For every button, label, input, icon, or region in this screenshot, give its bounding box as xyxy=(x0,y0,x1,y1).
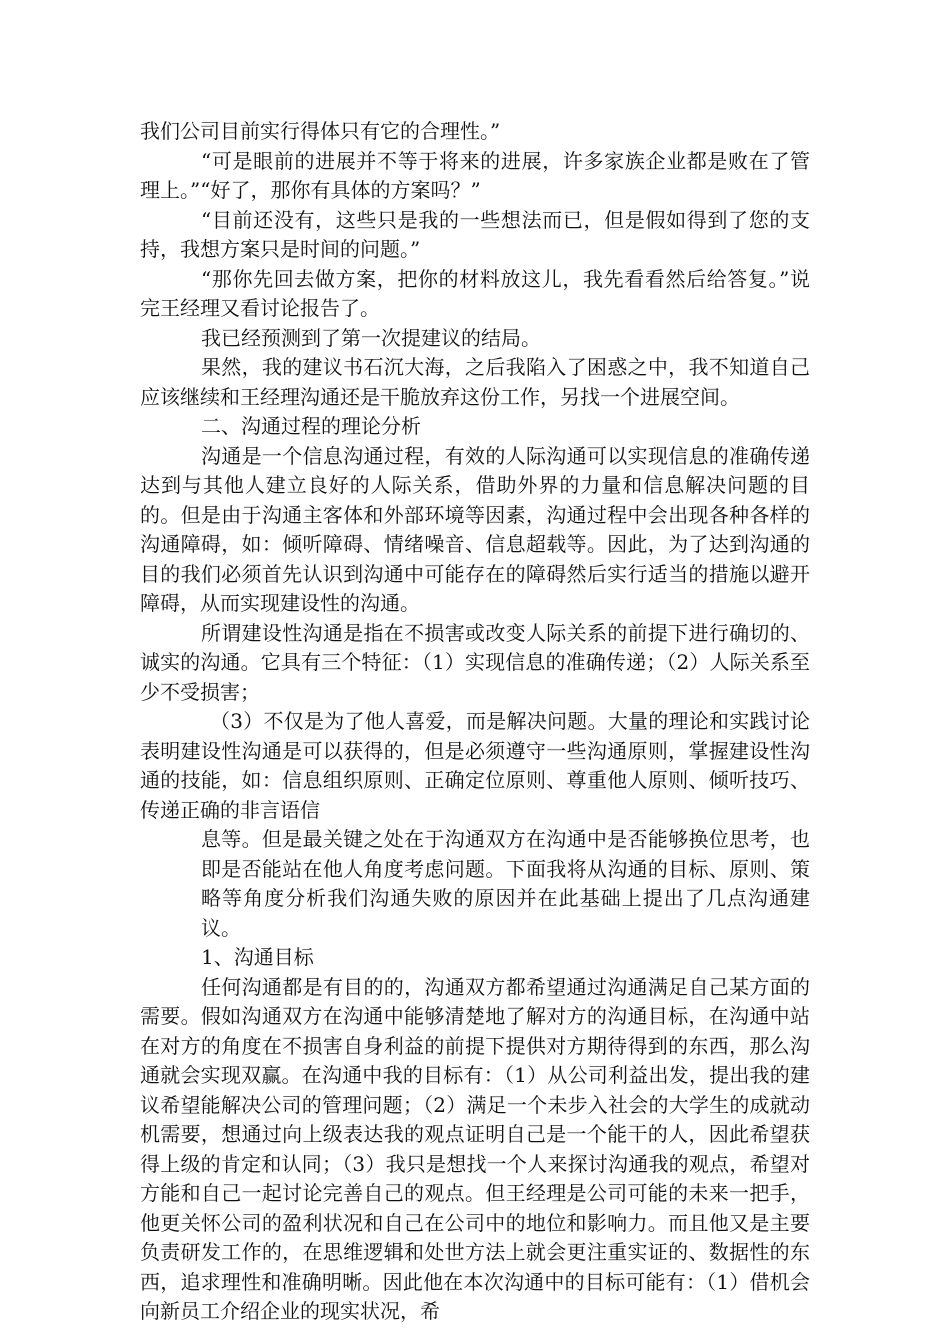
paragraph-9: 所谓建设性沟通是指在不损害或改变人际关系的前提下进行确切的、诚实的沟通。它具有三个特征：（1）实现信息的准确传递；（2）人际关系至少不受损害； xyxy=(140,620,810,704)
document-body xyxy=(140,117,810,1327)
paragraph-5: 我已经预测到了第一次提建议的结局。 xyxy=(201,325,541,350)
paragraph-1: 我们公司目前实行得体只有它的合理性。” xyxy=(140,119,501,143)
section-heading-theory: 二、沟通过程的理论分析 xyxy=(201,414,421,438)
paragraph-11: 息等。但是最关键之处在于沟通双方在沟通中是否能够换位思考，也即是否能站在他人角度考虑问题。下面我将从沟通的目标、原则、策略等角度分析我们沟通失败的原因并在此基础上提出了几点沟通建议。 xyxy=(201,827,810,940)
paragraph-8: 沟通是一个信息沟通过程，有效的人际沟通可以实现信息的准确传递达到与其他人建立良好的人际关系，借助外界的力量和信息解决问题的目的。但是由于沟通主客体和外部环境等因素，沟通过程中会出现各种各样的沟通障碍，如：倾听障碍、情绪噪音、信息超载等。因此，为了达到沟通的目的我们必须首先认识到沟通中可能存在的障碍然后实行适当的措施以避开障碍，从而实现建设性的沟通。 xyxy=(140,443,810,615)
paragraph-6: 果然，我的建议书石沉大海，之后我陷入了困惑之中，我不知道自己应该继续和王经理沟通还是干脆放弃这份工作，另找一个进展空间。 xyxy=(140,355,810,409)
paragraph-3: “目前还没有，这些只是我的一些想法而已，但是假如得到了您的支持，我想方案只是时间的问题。” xyxy=(140,207,810,261)
paragraph-13: 任何沟通都是有目的的，沟通双方都希望通过沟通满足自己某方面的需要。假如沟通双方在沟通中能够清楚地了解对方的沟通目标，在沟通中站在对方的角度在不损害自身利益的前提下提供对方期待得到的东西，那么沟通就会实现双赢。在沟通中我的目标有：（1）从公司利益出发，提出我的建议希望能解决公司的管理问题；（2）满足一个未步入社会的大学生的成就动机需要，想通过向上级表达我的观点证明自己是一个能干的人，因此希望获得上级的肯定和认同；（3）我只是想找一个人来探讨沟通我的观点，希望对方能和自己一起讨论完善自己的观点。但王经理是公司可能的未来一把手，他更关怀公司的盈利状况和自己在公司中的地位和影响力。而且他又是主要负责研发工作的，在思维逻辑和处世方法上就会更注重实证的、数据性的东西，追求理性和准确明晰。因此他在本次沟通中的目标可能有：（1）借机会向新员工介绍企业的现实状况，希 xyxy=(140,974,810,1323)
paragraph-10: （3）不仅是为了他人喜爱，而是解决问题。大量的理论和实践讨论表明建设性沟通是可以获得的，但是必须遵守一些沟通原则，掌握建设性沟通的技能，如：信息组织原则、正确定位原则、尊重他人原则、倾听技巧、传递正确的非言语信 xyxy=(140,709,810,822)
paragraph-4: “那你先回去做方案，把你的材料放这儿，我先看看然后给答复。”说完王经理又看讨论报告了。 xyxy=(140,266,810,320)
subsection-heading-goal: 1、沟通目标 xyxy=(201,945,314,969)
paragraph-2: “可是眼前的进展并不等于将来的进展，许多家族企业都是败在了管理上。”“好了，那你有具体的方案吗？” xyxy=(140,148,810,202)
